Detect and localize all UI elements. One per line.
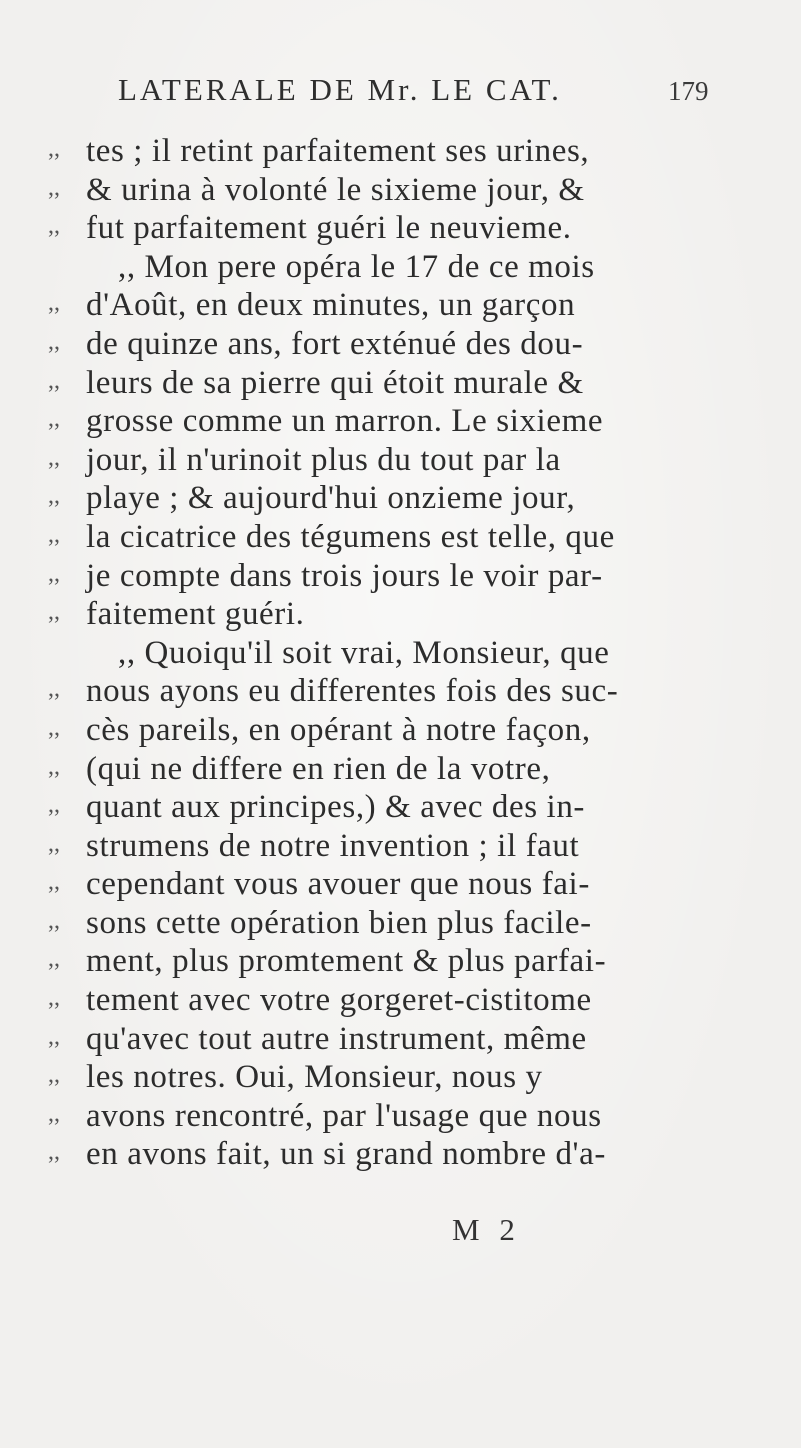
line-text: tes ; il retint parfaitement ses urines, <box>86 133 590 169</box>
line-text: cependant vous avouer que nous fai- <box>86 866 590 903</box>
line-text: en avons fait, un si grand nombre d'a- <box>86 1136 606 1173</box>
margin-quote-mark: ,, <box>48 714 60 741</box>
margin-quote-mark: ,, <box>48 907 60 934</box>
margin-quote-mark: ,, <box>48 367 60 394</box>
line-text: tement avec votre gorgeret-cistitome <box>86 982 592 1019</box>
margin-quote-mark: ,, <box>48 869 60 896</box>
text-line <box>0 634 801 673</box>
margin-quote-mark: ,, <box>48 1023 60 1050</box>
margin-quote-mark: ,, <box>48 290 60 317</box>
text-line <box>0 286 801 325</box>
text-line <box>0 325 801 364</box>
text-line <box>0 479 801 518</box>
line-text: strumens de notre invention ; il faut <box>86 827 580 864</box>
text-line <box>0 1135 801 1174</box>
body-text <box>0 132 801 1174</box>
line-text: ,, Quoiqu'il soit vrai, Monsieur, que <box>118 634 610 671</box>
margin-quote-mark: ,, <box>48 213 60 240</box>
text-line <box>0 827 801 866</box>
margin-quote-mark: ,, <box>48 174 60 201</box>
line-text: d'Août, en deux minutes, un garçon <box>86 287 576 324</box>
line-text: ment, plus promtement & plus parfai- <box>86 943 607 980</box>
margin-quote-mark: ,, <box>48 676 60 703</box>
margin-quote-mark: ,, <box>48 406 60 433</box>
text-line <box>0 132 801 171</box>
margin-quote-mark: ,, <box>48 1100 60 1127</box>
text-line <box>0 441 801 480</box>
margin-quote-mark: ,, <box>48 1139 60 1166</box>
line-text: fut parfaitement guéri le neuvieme. <box>86 210 572 247</box>
running-head <box>0 72 801 112</box>
line-text: (qui ne differe en rien de la votre, <box>86 750 551 787</box>
line-text: de quinze ans, fort exténué des dou- <box>86 325 584 362</box>
margin-quote-mark: ,, <box>48 444 60 471</box>
margin-quote-mark: ,, <box>48 792 60 819</box>
line-text: playe ; & aujourd'hui onzieme jour, <box>86 480 576 517</box>
signature-mark: M 2 <box>452 1212 521 1247</box>
text-line <box>0 209 801 248</box>
margin-quote-mark: ,, <box>48 830 60 857</box>
margin-quote-mark: ,, <box>48 521 60 548</box>
text-line <box>0 248 801 287</box>
line-text: jour, il n'urinoit plus du tout par la <box>86 441 561 478</box>
text-line <box>0 595 801 634</box>
running-title: LATERALE DE Mr. LE CAT. <box>118 72 562 107</box>
text-line <box>0 402 801 441</box>
margin-quote-mark: ,, <box>48 328 60 355</box>
text-line <box>0 750 801 789</box>
line-text: cès pareils, en opérant à notre façon, <box>86 711 591 748</box>
margin-quote-mark: ,, <box>48 483 60 510</box>
text-line <box>0 711 801 750</box>
line-text: ,, Mon pere opéra le 17 de ce mois <box>118 248 595 285</box>
text-line <box>0 672 801 711</box>
text-line <box>0 981 801 1020</box>
line-text: je compte dans trois jours le voir par- <box>86 557 603 594</box>
text-line <box>0 1097 801 1136</box>
line-text: les notres. Oui, Monsieur, nous y <box>86 1059 543 1096</box>
line-text: leurs de sa pierre qui étoit murale & <box>86 364 584 401</box>
text-line <box>0 942 801 981</box>
margin-quote-mark: ,, <box>48 985 60 1012</box>
text-line <box>0 865 801 904</box>
text-line <box>0 1058 801 1097</box>
text-line <box>0 904 801 943</box>
line-text: quant aux principes,) & avec des in- <box>86 789 586 826</box>
line-text: nous ayons eu differentes fois des suc- <box>86 673 619 710</box>
line-text: qu'avec tout autre instrument, même <box>86 1020 587 1057</box>
margin-quote-mark: ,, <box>48 599 60 626</box>
page-number: 179 <box>668 76 709 106</box>
text-line <box>0 557 801 596</box>
margin-quote-mark: ,, <box>48 753 60 780</box>
line-text: sons cette opération bien plus facile- <box>86 904 592 941</box>
margin-quote-mark: ,, <box>48 1062 60 1089</box>
margin-quote-mark: ,, <box>48 560 60 587</box>
line-text: grosse comme un marron. Le sixieme <box>86 403 604 440</box>
margin-quote-mark: ,, <box>48 136 60 162</box>
text-line <box>0 364 801 403</box>
text-line <box>0 1020 801 1059</box>
line-text: & urina à volonté le sixieme jour, & <box>86 171 585 208</box>
margin-quote-mark: ,, <box>48 946 60 973</box>
line-text: avons rencontré, par l'usage que nous <box>86 1097 602 1134</box>
line-text: la cicatrice des tégumens est telle, que <box>86 518 615 555</box>
text-line <box>0 518 801 557</box>
text-line <box>0 171 801 210</box>
line-text: faitement guéri. <box>86 596 305 633</box>
text-line <box>0 788 801 827</box>
